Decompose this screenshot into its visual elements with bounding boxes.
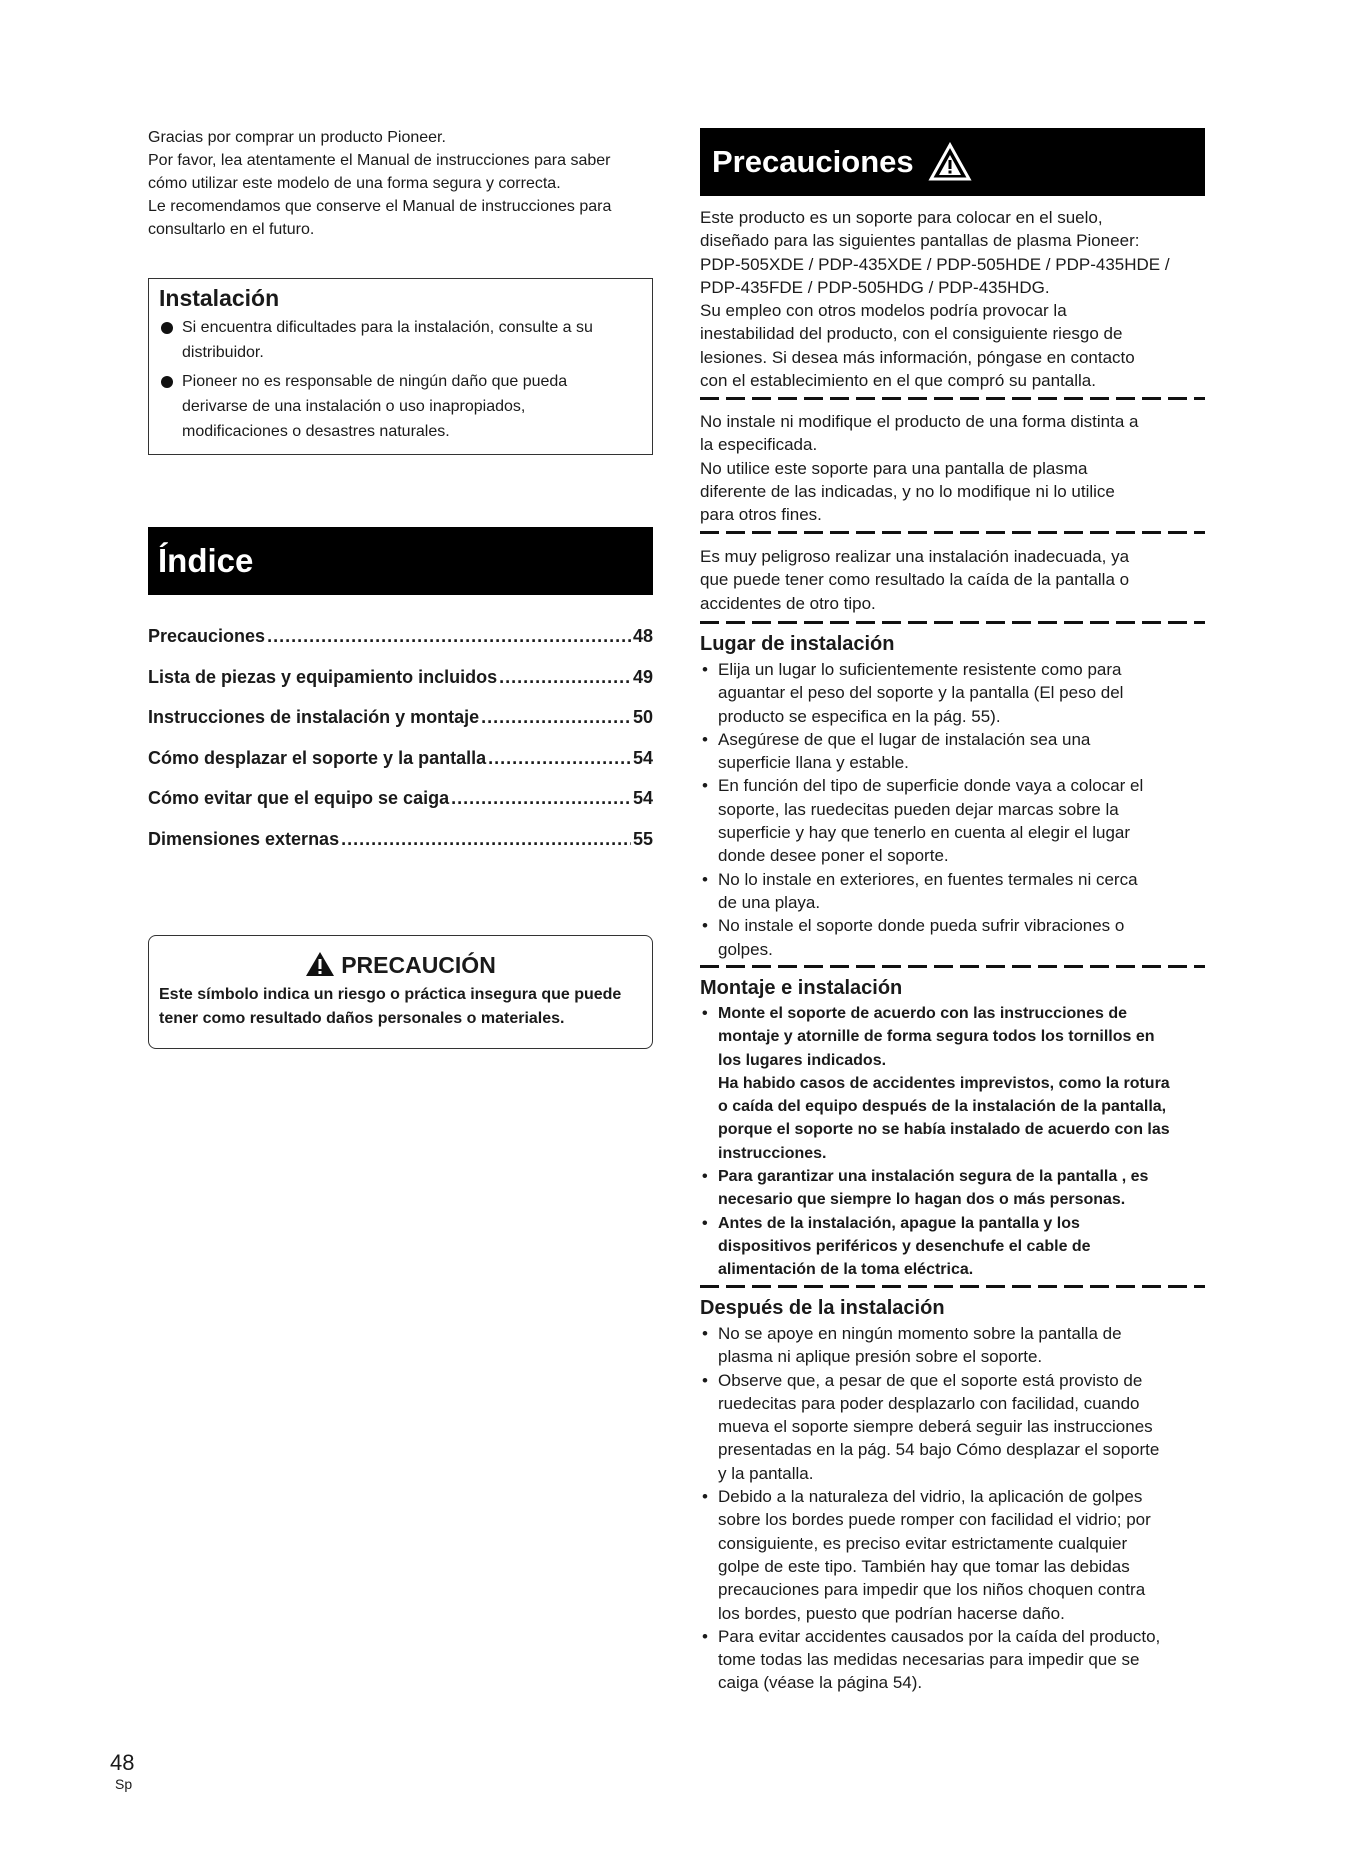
montaje-list xyxy=(700,1002,1205,1282)
list-item-line: distribuidor. xyxy=(182,344,264,361)
text-line: con el establecimiento en el que compró su pantalla. xyxy=(700,371,1096,391)
bullet-icon: • xyxy=(702,1324,708,1343)
instalacion-list xyxy=(159,315,642,444)
precauciones-title: Precauciones xyxy=(712,144,914,179)
text-line: para otros fines. xyxy=(700,505,822,525)
despues-title: Después de la instalación xyxy=(700,1297,945,1319)
toc-page: 50 xyxy=(632,707,653,727)
dashed-divider xyxy=(700,965,1205,968)
toc-page: 54 xyxy=(632,747,653,768)
toc-label: Precauciones xyxy=(148,626,266,646)
text-line: diseñado para las siguientes pantallas de plasma Pioneer: xyxy=(700,231,1140,251)
bullet-icon: • xyxy=(702,1370,708,1390)
text-line: Es muy peligroso realizar una instalación inadecuada, ya xyxy=(700,547,1130,566)
text-line: PDP-435FDE / PDP-505HDG / PDP-435HDG. xyxy=(700,277,1050,297)
bullet-icon xyxy=(161,322,173,334)
text-line: PDP-505XDE / PDP-435XDE / PDP-505HDE / PDP-435HDE / xyxy=(700,254,1170,274)
list-item-line: golpe de este tipo. También hay que tomar las debidas xyxy=(718,1556,1130,1576)
precauciones-para-2 xyxy=(700,410,1205,526)
toc-page: 55 xyxy=(632,828,653,849)
toc-label: Dimensiones externas xyxy=(148,828,340,849)
list-item-line: montaje y atornille de forma segura todos los tornillos en xyxy=(718,1028,1155,1046)
toc-leader xyxy=(499,661,631,693)
list-item-line: los bordes, puesto que podrían hacerse daño. xyxy=(718,1603,1065,1623)
toc-leader xyxy=(488,742,631,774)
text-line: inestabilidad del producto, con el consiguiente riesgo de xyxy=(700,324,1123,344)
list-item-line: derivarse de una instalación o uso inapropiados, xyxy=(182,398,526,415)
list-item-line: precauciones para impedir que los niños choquen contra xyxy=(718,1580,1146,1600)
list-item-line: Elija un lugar lo suficientemente resistente como para xyxy=(718,660,1122,679)
toc-page: 54 xyxy=(632,788,653,808)
caution-title: PRECAUCIÓN xyxy=(341,952,496,978)
intro-line: cómo utilizar este modelo de una forma segura y correcta. xyxy=(148,175,561,192)
despues-list xyxy=(700,1322,1205,1695)
intro-line: Por favor, lea atentamente el Manual de instrucciones para saber xyxy=(148,152,611,169)
instalacion-title: Instalación xyxy=(159,285,280,311)
text-line: No instale ni modifique el producto de una forma distinta a xyxy=(700,412,1139,431)
list-item-line: producto se especifica en la pág. 55). xyxy=(718,706,1001,726)
list-item-line: Pioneer no es responsable de ningún daño que pueda xyxy=(182,373,568,390)
caution-line: tener como resultado daños personales o materiales. xyxy=(159,1010,565,1027)
list-item-line: presentadas en la pág. 54 bajo Cómo desplazar el soporte xyxy=(718,1440,1160,1460)
precauciones-header xyxy=(700,128,1205,196)
dashed-divider xyxy=(700,621,1205,624)
list-item xyxy=(700,914,1205,961)
bullet-icon: • xyxy=(702,660,708,679)
toc-leader xyxy=(451,782,631,814)
bullet-icon: • xyxy=(702,729,708,749)
list-item-line: ruedecitas para poder desplazarlo con facilidad, cuando xyxy=(718,1393,1140,1413)
list-item-line: aguantar el peso del soporte y la pantalla (El peso del xyxy=(718,683,1124,703)
intro-text xyxy=(148,126,653,241)
bullet-icon: • xyxy=(702,1487,708,1507)
bullet-icon: • xyxy=(702,1168,708,1186)
list-item-line: soporte, las ruedecitas pueden dejar marcas sobre la xyxy=(718,799,1119,819)
text-line: Su empleo con otros modelos podría provocar la xyxy=(700,301,1067,321)
list-item-line: En función del tipo de superficie donde vaya a colocar el xyxy=(718,776,1144,796)
list-item xyxy=(700,1322,1205,1369)
list-item-line: Observe que, a pesar de que el soporte está provisto de xyxy=(718,1370,1143,1390)
precauciones-para-1 xyxy=(700,206,1205,392)
text-line: la especificada. xyxy=(700,435,818,455)
toc-entry[interactable] xyxy=(148,823,653,864)
toc-label: Instrucciones de instalación y montaje xyxy=(148,707,480,727)
indice-title: Índice xyxy=(158,542,254,579)
intro-line: consultarlo en el futuro. xyxy=(148,221,315,238)
page-language: Sp xyxy=(115,1776,133,1792)
toc-leader xyxy=(481,701,631,733)
list-item-line: donde desee poner el soporte. xyxy=(718,846,949,866)
list-item-line: porque el soporte no se había instalado de acuerdo con las xyxy=(718,1121,1170,1139)
list-item-line: dispositivos periféricos y desenchufe el cable de xyxy=(718,1237,1091,1255)
list-item-line: plasma ni aplique presión sobre el soporte. xyxy=(718,1347,1043,1367)
bullet-icon: • xyxy=(702,776,708,796)
lugar-list xyxy=(700,658,1205,961)
toc-entry[interactable] xyxy=(148,782,653,823)
list-item-line: necesario que siempre lo hagan dos o más personas. xyxy=(718,1191,1126,1209)
dashed-divider xyxy=(700,397,1205,400)
list-item-line: sobre los bordes puede romper con facilidad el vidrio; por xyxy=(718,1510,1151,1530)
list-item-line: golpes. xyxy=(718,939,773,959)
caution-text xyxy=(159,983,642,1031)
text-line: accidentes de otro tipo. xyxy=(700,593,876,613)
list-item-line: Si encuentra dificultades para la instalación, consulte a su xyxy=(182,319,593,336)
toc-label: Lista de piezas y equipamiento incluidos xyxy=(148,666,498,687)
toc-entry[interactable] xyxy=(148,661,653,702)
text-line: Este producto es un soporte para colocar en el suelo, xyxy=(700,208,1103,227)
list-item xyxy=(700,728,1205,775)
list-item xyxy=(159,315,642,365)
bullet-icon xyxy=(161,376,173,388)
page-number: 48 xyxy=(110,1750,135,1775)
montaje-title: Montaje e instalación xyxy=(700,977,903,999)
intro-line: Gracias por comprar un producto Pioneer. xyxy=(148,129,446,146)
list-item xyxy=(159,369,642,444)
instalacion-box xyxy=(148,278,653,455)
list-item xyxy=(700,1002,1205,1165)
caution-heading xyxy=(159,950,642,980)
toc-leader xyxy=(341,823,631,855)
list-item-line: y la pantalla. xyxy=(718,1463,814,1483)
list-item xyxy=(700,1369,1205,1485)
text-line: lesiones. Si desea más información, póngase en contacto xyxy=(700,347,1135,367)
list-item-line: de una playa. xyxy=(718,892,821,912)
list-item-line: superficie y hay que tenerlo en cuenta al elegir el lugar xyxy=(718,823,1131,843)
text-line: No utilice este soporte para una pantalla de plasma xyxy=(700,458,1088,478)
toc-entry[interactable] xyxy=(148,701,653,742)
list-item xyxy=(700,774,1205,867)
bullet-icon: • xyxy=(702,1626,708,1646)
list-item-line: Para garantizar una instalación segura de la pantalla , es xyxy=(718,1168,1149,1186)
warning-icon xyxy=(305,951,335,977)
table-of-contents xyxy=(148,620,653,863)
bullet-icon: • xyxy=(702,1214,708,1232)
list-item-line: No instale el soporte donde pueda sufrir vibraciones o xyxy=(718,916,1125,936)
list-item-line: No lo instale en exteriores, en fuentes termales ni cerca xyxy=(718,869,1138,889)
list-item xyxy=(700,1165,1205,1212)
toc-page: 49 xyxy=(632,666,653,687)
list-item-line: superficie llana y estable. xyxy=(718,753,909,773)
list-item-line: instrucciones. xyxy=(718,1144,827,1162)
list-item-line: No se apoye en ningún momento sobre la pantalla de xyxy=(718,1324,1122,1343)
list-item-line: Asegúrese de que el lugar de instalación sea una xyxy=(718,729,1091,749)
text-line: diferente de las indicadas, y no lo modifique ni lo utilice xyxy=(700,481,1115,501)
list-item-line: alimentación de la toma eléctrica. xyxy=(718,1261,974,1279)
lugar-title: Lugar de instalación xyxy=(700,633,895,655)
list-item-line: Antes de la instalación, apague la pantalla y los xyxy=(718,1214,1080,1232)
warning-icon xyxy=(928,142,972,182)
list-item xyxy=(700,658,1205,728)
list-item-line: consiguiente, es preciso evitar estrictamente cualquier xyxy=(718,1533,1128,1553)
precauciones-para-3 xyxy=(700,545,1205,615)
bullet-icon: • xyxy=(702,916,708,936)
toc-label: Cómo desplazar el soporte y la pantalla xyxy=(148,747,487,768)
list-item-line: Monte el soporte de acuerdo con las instrucciones de xyxy=(718,1005,1127,1022)
list-item-line: tome todas las medidas necesarias para impedir que se xyxy=(718,1650,1140,1670)
caution-line: Este símbolo indica un riesgo o práctica insegura que puede xyxy=(159,986,622,1003)
list-item-line: o caída del equipo después de la instalación de la pantalla, xyxy=(718,1098,1167,1116)
dashed-divider xyxy=(700,531,1205,534)
list-item xyxy=(700,868,1205,915)
list-item-line: los lugares indicados. xyxy=(718,1051,887,1069)
list-item-line: Debido a la naturaleza del vidrio, la aplicación de golpes xyxy=(718,1487,1143,1507)
list-item-line: modificaciones o desastres naturales. xyxy=(182,423,450,440)
toc-leader xyxy=(267,620,631,652)
list-item xyxy=(700,1485,1205,1625)
list-item-line: mueva el soporte siempre deberá seguir las instrucciones xyxy=(718,1417,1153,1437)
toc-entry[interactable] xyxy=(148,742,653,783)
toc-entry[interactable] xyxy=(148,620,653,661)
caution-box xyxy=(148,935,653,1049)
bullet-icon: • xyxy=(702,1005,708,1022)
intro-line: Le recomendamos que conserve el Manual de instrucciones para xyxy=(148,198,612,215)
toc-page: 48 xyxy=(632,626,653,646)
bullet-icon: • xyxy=(702,869,708,889)
indice-header xyxy=(148,527,653,595)
list-item-line: Para evitar accidentes causados por la caída del producto, xyxy=(718,1626,1161,1646)
list-item xyxy=(700,1212,1205,1282)
dashed-divider xyxy=(700,1285,1205,1288)
toc-label: Cómo evitar que el equipo se caiga xyxy=(148,788,450,808)
list-item-line: caiga (véase la página 54). xyxy=(718,1673,923,1693)
list-item-line: Ha habido casos de accidentes imprevistos, como la rotura xyxy=(718,1074,1170,1092)
text-line: que puede tener como resultado la caída de la pantalla o xyxy=(700,570,1130,590)
list-item xyxy=(700,1625,1205,1695)
